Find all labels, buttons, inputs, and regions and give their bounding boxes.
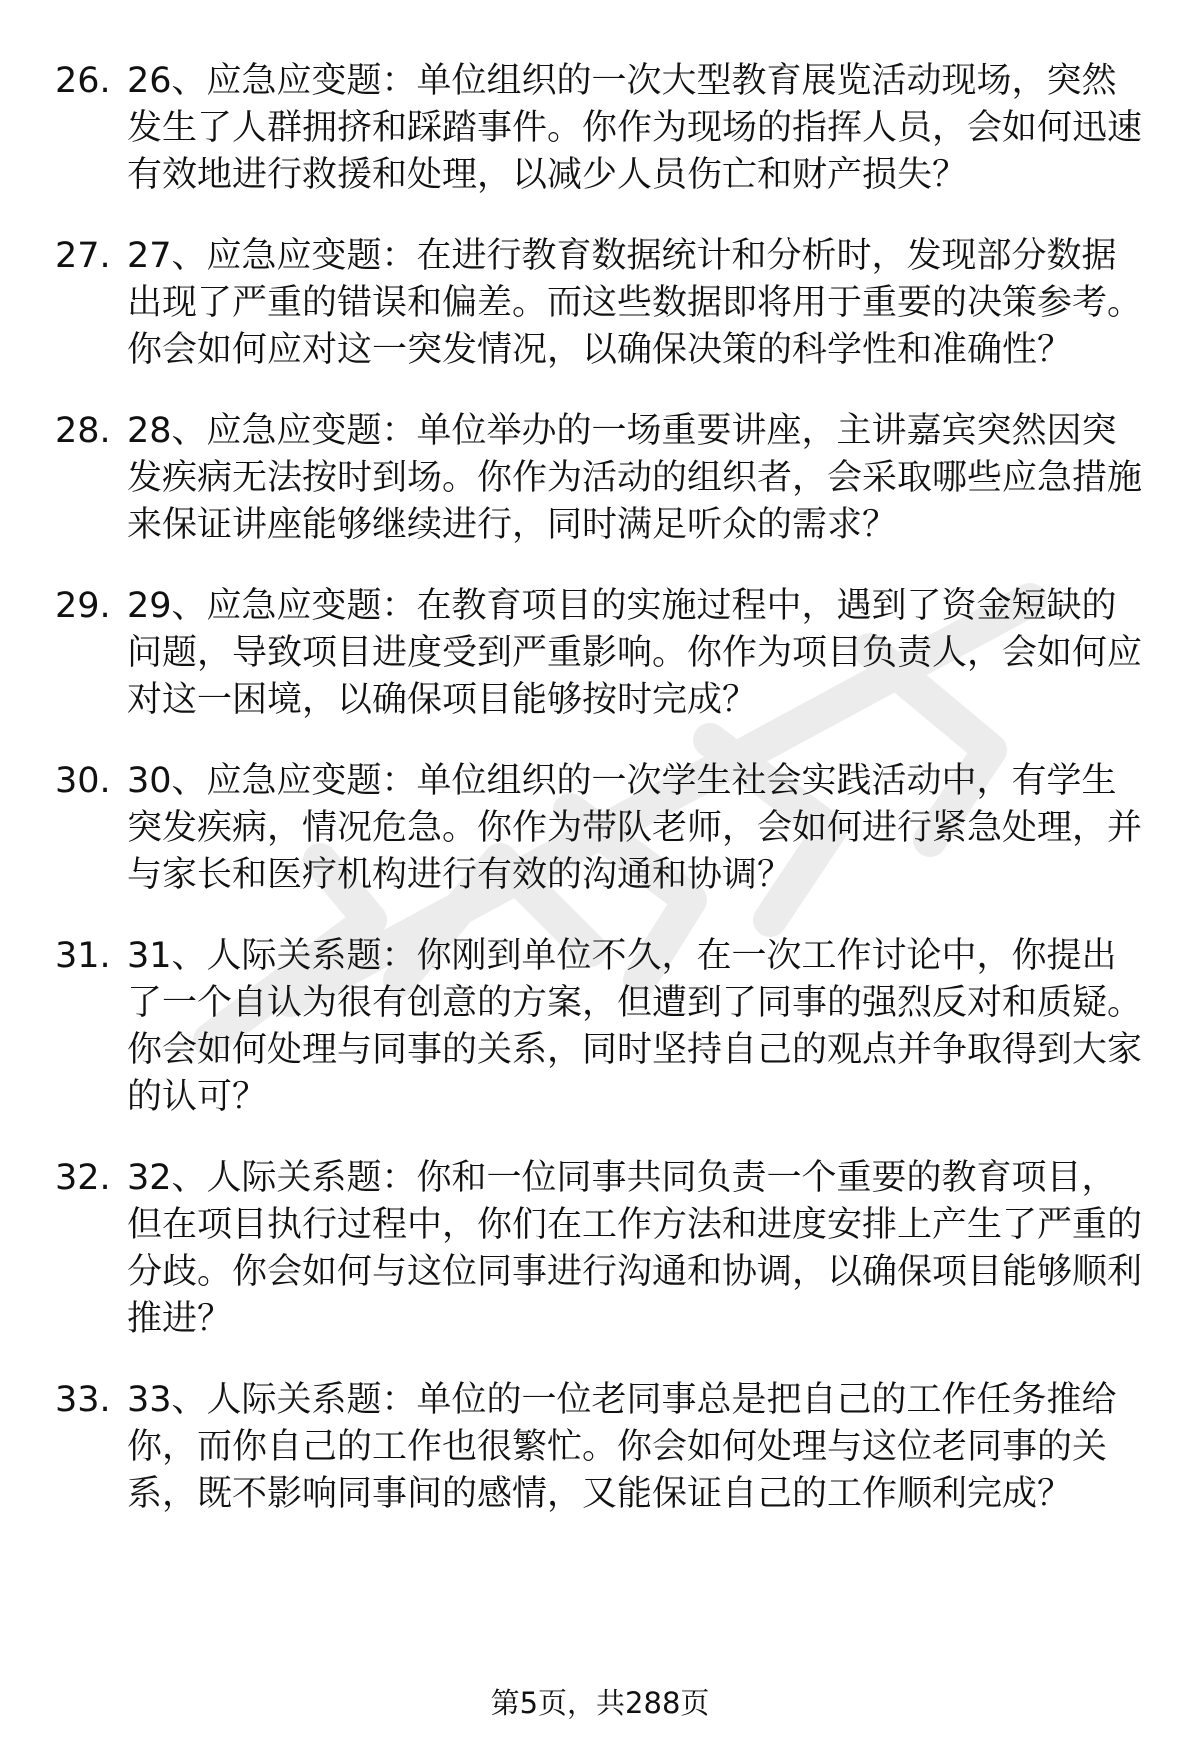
question-text: 27、应急应变题：在进行教育数据统计和分析时，发现部分数据出现了严重的错误和偏差。而这些数据即将用于重要的决策参考。你会如何应对这一突发情况，以确保决策的科学性和准确性？ [127,236,1143,370]
question-item [55,1155,1145,1343]
question-list [55,58,1145,1552]
question-item [55,233,1145,374]
question-number: 27. [55,236,111,276]
question-number: 28. [55,411,111,451]
question-item [55,933,1145,1121]
question-text: 31、人际关系题：你刚到单位不久，在一次工作讨论中，你提出了一个自认为很有创意的方案，但遭到了同事的强烈反对和质疑。你会如何处理与同事的关系，同时坚持自己的观点并争取得到大家的认可？ [127,936,1143,1117]
question-number: 32. [55,1158,111,1198]
question-item [55,58,1145,199]
question-number: 30. [55,761,111,801]
question-text: 28、应急应变题：单位举办的一场重要讲座，主讲嘉宾突然因突发疾病无法按时到场。你作为活动的组织者，会采取哪些应急措施来保证讲座能够继续进行，同时满足听众的需求？ [127,411,1143,545]
question-text: 30、应急应变题：单位组织的一次学生社会实践活动中，有学生突发疾病，情况危急。你作为带队老师，会如何进行紧急处理，并与家长和医疗机构进行有效的沟通和协调？ [127,761,1143,895]
page-footer: 第5页，共288页 [490,1686,710,1720]
question-number: 29. [55,586,111,626]
question-text: 33、人际关系题：单位的一位老同事总是把自己的工作任务推给你，而你自己的工作也很繁忙。你会如何处理与这位老同事的关系，既不影响同事间的感情，又能保证自己的工作顺利完成？ [127,1380,1117,1514]
question-item [55,408,1145,549]
question-number: 26. [55,61,111,101]
question-text: 32、人际关系题：你和一位同事共同负责一个重要的教育项目，但在项目执行过程中，你们在工作方法和进度安排上产生了严重的分歧。你会如何与这位同事进行沟通和协调，以确保项目能够顺利推进？ [127,1158,1143,1339]
question-item [55,758,1145,899]
question-number: 31. [55,936,111,976]
question-number: 33. [55,1380,111,1420]
question-text: 26、应急应变题：单位组织的一次大型教育展览活动现场，突然发生了人群拥挤和踩踏事件。你作为现场的指挥人员，会如何迅速有效地进行救援和处理，以减少人员伤亡和财产损失？ [127,61,1143,195]
question-item [55,583,1145,724]
question-text: 29、应急应变题：在教育项目的实施过程中，遇到了资金短缺的问题，导致项目进度受到严重影响。你作为项目负责人，会如何应对这一困境，以确保项目能够按时完成？ [127,586,1143,720]
question-item [55,1377,1145,1518]
